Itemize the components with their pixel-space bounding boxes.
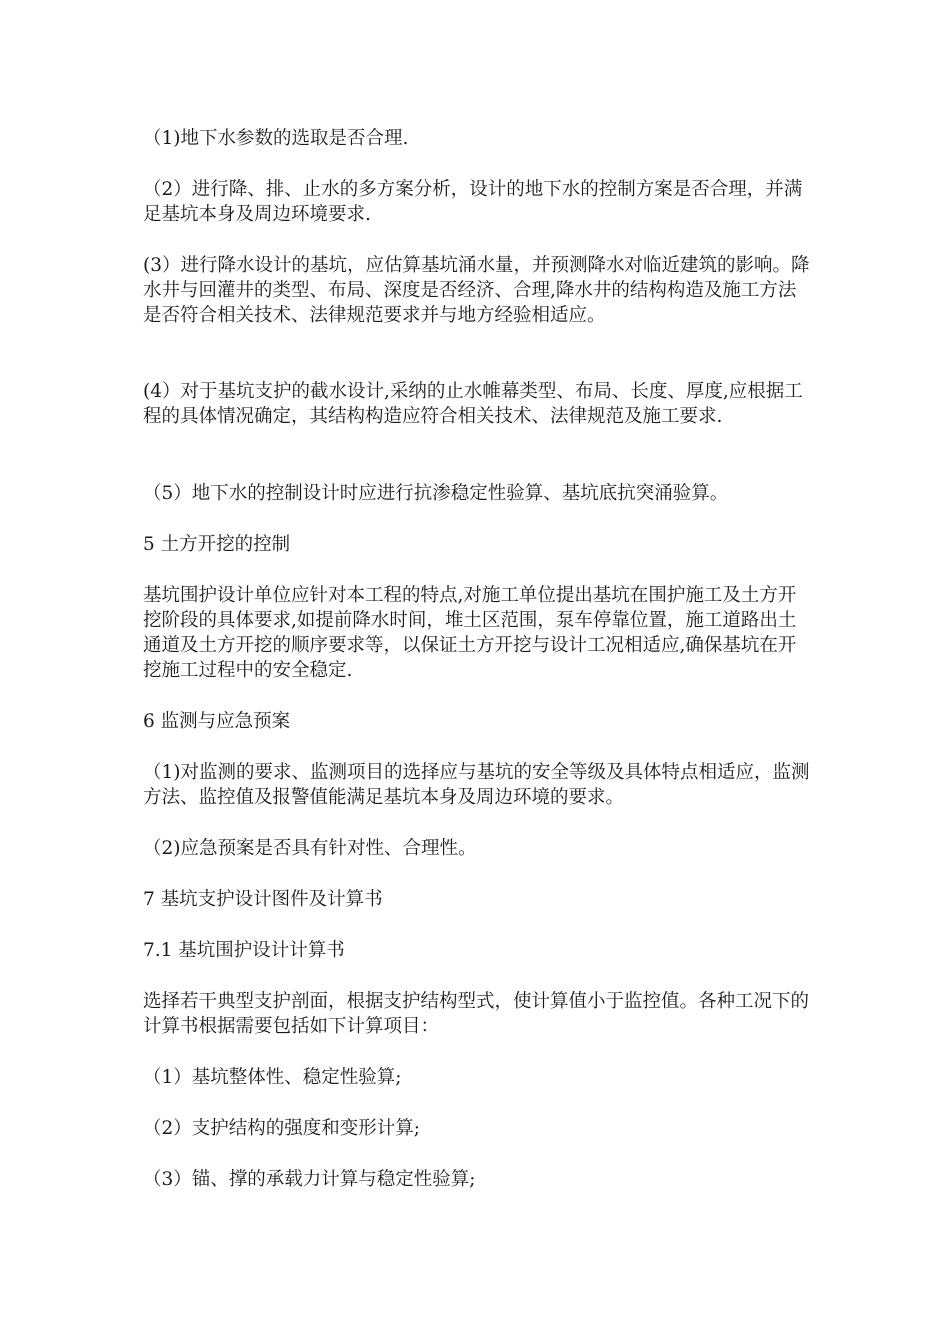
section-heading-7-1: 7.1 基坑围护设计计算书 <box>143 940 345 961</box>
paragraph-emergency-plan: （2)应急预案是否具有针对性、合理性。 <box>143 838 477 859</box>
paragraph-seepage-check: （5）地下水的控制设计时应进行抗渗稳定性验算、基坑底抗突涌验算。 <box>143 483 729 504</box>
paragraph-groundwater-parameters: （1)地下水参数的选取是否合理. <box>143 128 409 149</box>
list-item-overall-stability: （1）基坑整体性、稳定性验算; <box>143 1067 402 1088</box>
list-item-strength-deformation: （2）支护结构的强度和变形计算; <box>143 1118 421 1139</box>
paragraph-excavation-control: 基坑围护设计单位应针对本工程的特点,对施工单位提出基坑在围护施工及土方开挖阶段的具体要求,如提前降水时间，堆土区范围，泵车停靠位置，施工道路出土通道及土方开挖的顺序要求等，以保证土方开挖与设计工况相适应,确保基坑在开挖施工过程中的安全稳定. <box>143 585 797 681</box>
paragraph-dewatering-design: (3）进行降水设计的基坑，应估算基坑涌水量，并预测降水对临近建筑的影响。降水井与回灌井的类型、布局、深度是否经济、合理,降水井的结构构造及施工方法是否符合相关技术、法律规范要求并与地方经验相适应。 <box>143 255 810 326</box>
list-item-anchor-strut: （3）锚、撑的承载力计算与稳定性验算; <box>143 1169 476 1190</box>
section-heading-7: 7 基坑支护设计图件及计算书 <box>143 889 383 910</box>
paragraph-monitoring-requirements: （1)对监测的要求、监测项目的选择应与基坑的安全等级及具体特点相适应，监测方法、监控值及报警值能满足基坑本身及周边环境的要求。 <box>143 762 810 808</box>
paragraph-dewatering-schemes: （2）进行降、排、止水的多方案分析，设计的地下水的控制方案是否合理，并满足基坑本身及周边环境要求. <box>143 179 803 225</box>
paragraph-calculation-selection: 选择若干典型支护剖面，根据支护结构型式，使计算值小于监控值。各种工况下的计算书根据需要包括如下计算项目： <box>143 991 810 1037</box>
section-heading-6: 6 监测与应急预案 <box>143 711 291 732</box>
paragraph-cutoff-design: (4）对于基坑支护的截水设计,采纳的止水帷幕类型、布局、长度、厚度,应根据工程的具体情况确定，其结构构造应符合相关技术、法律规范及施工要求. <box>143 381 803 427</box>
section-heading-5: 5 土方开挖的控制 <box>143 534 291 555</box>
